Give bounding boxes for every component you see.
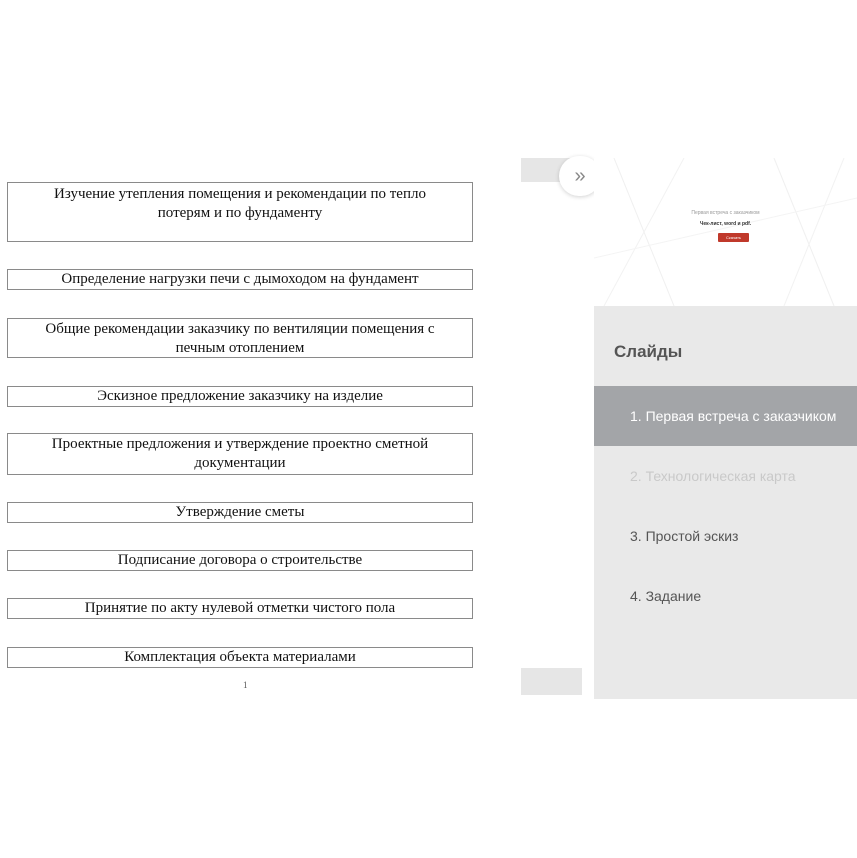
task-box [7, 318, 473, 358]
thumbnail-download-button: Скачать [718, 233, 749, 242]
task-box [7, 647, 473, 668]
task-text: Проектные предложения и утверждение проектно сметной [51, 436, 429, 452]
document-page [0, 158, 522, 698]
double-chevron-right-icon: » [574, 164, 586, 187]
slide-item-2[interactable]: 2. Технологическая карта [630, 468, 796, 484]
slide-thumbnail[interactable] [594, 158, 857, 306]
thumbnail-subtitle: Чек-лист, word и pdf. [699, 221, 752, 227]
task-box [7, 269, 473, 290]
task-text: Комплектация объекта материалами [124, 649, 356, 665]
task-box [7, 598, 473, 619]
slides-sidebar [594, 158, 857, 699]
task-text: Определение нагрузки печи с дымоходом на фундамент [61, 271, 419, 287]
task-text: потерям и по фундаменту [157, 205, 323, 221]
slide-item-4[interactable]: 4. Задание [630, 588, 702, 604]
thumbnail-title: Первая встреча с заказчиком [691, 210, 760, 216]
task-box [7, 502, 473, 523]
thumbnail-decor-lines [594, 158, 857, 306]
task-text: документации [194, 455, 286, 471]
task-text: Утверждение сметы [175, 504, 305, 520]
task-box [7, 550, 473, 571]
task-text: Изучение утепления помещения и рекомендации по тепло [54, 186, 426, 202]
task-box [7, 182, 473, 242]
slide-item-3[interactable]: 3. Простой эскиз [630, 528, 739, 544]
task-text: Общие рекомендации заказчику по вентиляции помещения с [45, 321, 435, 337]
task-box [7, 386, 473, 407]
task-text: Подписание договора о строительстве [117, 552, 363, 568]
task-text: печным отоплением [175, 340, 305, 356]
page-number: 1 [243, 680, 248, 690]
slide-item-1[interactable]: 1. Первая встреча с заказчиком [594, 386, 857, 446]
task-box [7, 433, 473, 475]
task-text: Эскизное предложение заказчику на изделие [97, 388, 383, 404]
task-text: Принятие по акту нулевой отметки чистого пола [84, 600, 396, 616]
slides-heading: Слайды [614, 342, 683, 361]
scroll-strip-bottom [521, 668, 582, 695]
